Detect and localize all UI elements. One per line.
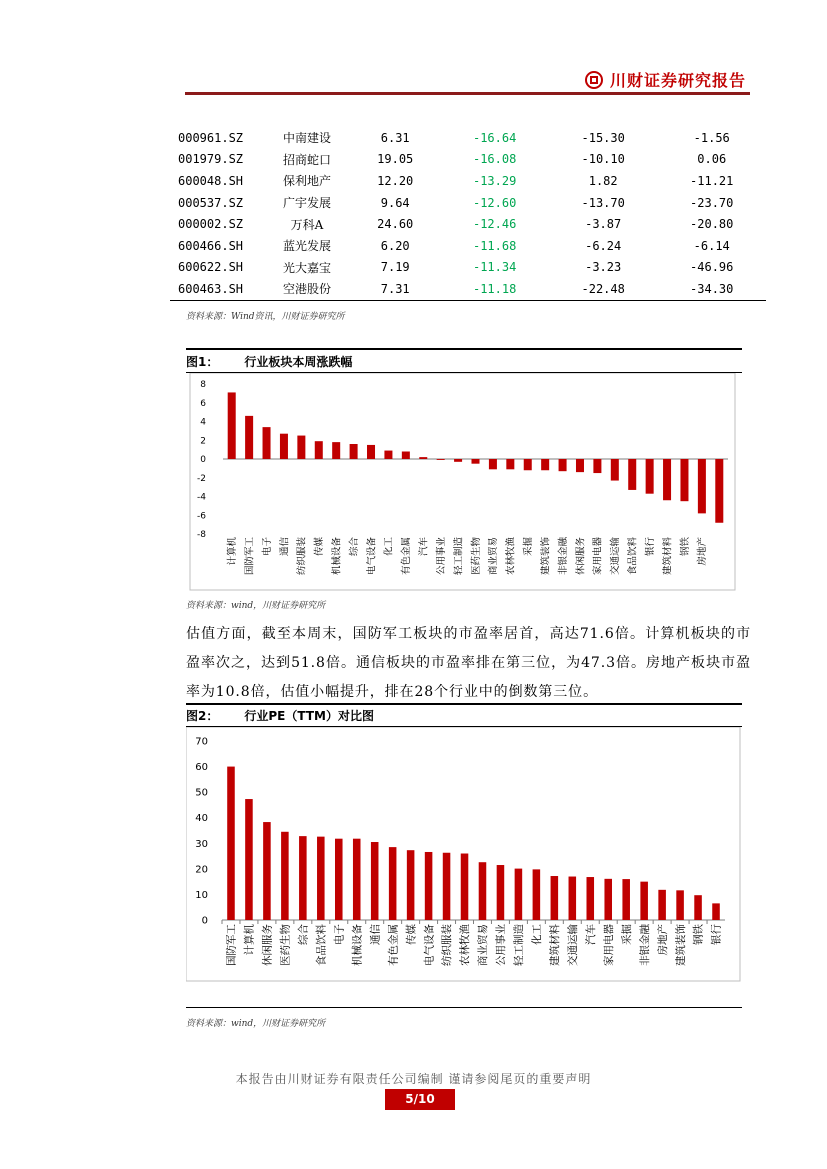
data-bar: [593, 459, 601, 473]
stock-name: 中南建设: [282, 131, 331, 146]
x-category-label: 电子: [333, 924, 346, 945]
data-bar: [353, 839, 361, 920]
data-bar: [425, 852, 433, 920]
figure1-top-rule: [186, 348, 742, 350]
table-bottom-rule: [170, 300, 766, 301]
x-category-label: 建筑材料: [549, 924, 562, 966]
month-change: -3.87: [585, 217, 622, 232]
data-bar: [586, 877, 594, 920]
y-tick-label: 0: [200, 455, 206, 466]
x-category-label: 国防军工: [244, 537, 256, 576]
x-category-label: 钢铁: [679, 537, 691, 557]
data-bar: [663, 459, 671, 500]
x-category-label: 交通运输: [610, 537, 622, 576]
x-category-label: 纺织服装: [441, 924, 454, 966]
y-tick-label: 6: [200, 398, 206, 409]
ytd-change: 0.06: [697, 152, 727, 167]
x-category-label: 汽车: [418, 537, 430, 557]
ytd-change: -6.14: [693, 238, 730, 253]
data-bar: [402, 452, 410, 460]
data-bar: [332, 442, 340, 459]
header-rule: [185, 92, 750, 95]
table-row: [170, 192, 766, 214]
y-tick-label: 20: [195, 864, 208, 876]
x-category-label: 医药生物: [279, 924, 292, 966]
data-bar: [611, 459, 619, 481]
data-bar: [297, 436, 305, 459]
x-category-label: 轻工制造: [453, 537, 465, 576]
x-category-label: 机械设备: [351, 924, 364, 966]
company-logo-icon: [585, 71, 603, 89]
ytd-change: -23.70: [690, 195, 734, 210]
stock-price: 12.20: [377, 173, 414, 188]
data-bar: [698, 459, 706, 513]
y-tick-label: -6: [197, 511, 206, 522]
table-row: [170, 170, 766, 192]
x-category-label: 交通运输: [566, 924, 579, 966]
data-bar: [454, 459, 462, 462]
stock-code: 600466.SH: [178, 238, 244, 253]
data-bar: [228, 392, 236, 459]
x-category-label: 公用事业: [435, 537, 447, 576]
valuation-paragraph: 估值方面，截至本周末，国防军工板块的市盈率居首，高达71.6倍。计算机板块的市盈率次之，达到51.8倍。通信板块的市盈率排在第三位，为47.3倍。房地产板块市盈率为10.8倍，估值小幅提升，排在28个行业中的倒数第三位。: [186, 626, 751, 700]
data-bar: [371, 842, 379, 920]
x-category-label: 传媒: [405, 924, 418, 945]
stock-table: [170, 127, 766, 300]
stock-name: 蓝光发展: [282, 239, 331, 254]
data-bar: [533, 869, 541, 920]
x-category-label: 医药生物: [470, 537, 482, 576]
stock-price: 24.60: [377, 217, 414, 232]
stock-price: 6.31: [380, 130, 410, 145]
month-change: -3.23: [585, 260, 622, 275]
stock-name: 万科A: [290, 217, 324, 232]
data-bar: [628, 459, 636, 490]
data-bar: [384, 451, 392, 459]
week-change: -11.68: [472, 238, 517, 253]
week-change: -11.18: [472, 281, 517, 296]
stock-price: 7.31: [380, 281, 410, 296]
data-bar: [227, 767, 235, 920]
week-change: -12.46: [472, 217, 517, 232]
x-category-label: 纺织服装: [296, 537, 308, 576]
stock-price: 6.20: [380, 238, 410, 253]
x-category-label: 综合: [297, 924, 310, 945]
data-bar: [506, 459, 514, 469]
data-bar: [350, 444, 358, 459]
data-bar: [407, 850, 415, 920]
x-category-label: 建筑材料: [662, 537, 674, 576]
stock-name: 空港股份: [282, 282, 331, 297]
x-category-label: 通信: [369, 924, 382, 945]
x-category-label: 传媒: [314, 537, 326, 557]
y-tick-label: -4: [197, 492, 206, 503]
data-bar: [646, 459, 654, 494]
y-tick-label: 2: [200, 436, 206, 447]
data-bar: [419, 457, 427, 459]
data-bar: [443, 853, 451, 920]
x-category-label: 钢铁: [692, 924, 705, 945]
stock-code: 600463.SH: [178, 281, 244, 296]
data-bar: [335, 839, 343, 920]
data-bar: [576, 459, 584, 472]
y-tick-label: 50: [195, 787, 208, 799]
x-category-label: 房地产: [656, 924, 669, 956]
x-category-label: 家用电器: [602, 924, 615, 966]
data-bar: [315, 441, 323, 459]
stock-code: 600048.SH: [178, 173, 244, 188]
y-tick-label: -2: [197, 473, 206, 484]
y-tick-label: 60: [195, 762, 208, 774]
x-category-label: 休闲服务: [575, 537, 587, 576]
x-category-label: 休闲服务: [261, 924, 274, 966]
table-row: [170, 235, 766, 257]
data-bar: [559, 459, 567, 471]
stock-price: 7.19: [380, 260, 410, 275]
x-category-label: 建筑装饰: [674, 924, 687, 966]
week-change: -13.29: [472, 173, 517, 188]
stock-price: 9.64: [380, 195, 410, 210]
x-category-label: 农林牧渔: [505, 537, 517, 576]
x-category-label: 食品饮料: [315, 924, 328, 966]
data-bar: [245, 416, 253, 459]
month-change: -13.70: [581, 195, 625, 210]
figure2-caption: [186, 707, 374, 724]
table-row: [170, 127, 766, 149]
x-category-label: 有色金属: [387, 924, 400, 966]
x-category-label: 有色金属: [401, 537, 413, 576]
week-change: -12.60: [472, 195, 517, 210]
x-category-label: 建筑装饰: [540, 537, 552, 576]
data-bar: [263, 822, 271, 920]
ytd-change: -11.21: [690, 173, 734, 188]
ytd-change: -46.96: [690, 260, 734, 275]
figure1-chart: [186, 373, 742, 595]
month-change: -22.48: [581, 281, 625, 296]
data-bar: [489, 459, 497, 469]
x-category-label: 通信: [279, 537, 291, 557]
x-category-label: 商业贸易: [477, 924, 490, 966]
figure2-top-rule: [186, 703, 742, 705]
table-row: [170, 213, 766, 235]
data-bar: [299, 836, 307, 920]
stock-code: 000002.SZ: [178, 217, 244, 232]
month-change: 1.82: [588, 173, 618, 188]
data-bar: [280, 434, 288, 459]
stock-code: 600622.SH: [178, 260, 244, 275]
stock-name: 保利地产: [282, 174, 331, 189]
x-category-label: 综合: [348, 537, 360, 557]
data-bar: [317, 837, 325, 920]
data-bar: [497, 865, 505, 920]
y-tick-label: 70: [195, 736, 208, 748]
data-bar: [471, 459, 479, 464]
figure2-chart: [186, 727, 742, 1007]
figure2-title: 行业PE（TTM）对比图: [244, 709, 374, 723]
x-category-label: 采掘: [620, 924, 633, 945]
data-bar: [658, 890, 666, 920]
stock-code: 001979.SZ: [178, 152, 244, 167]
data-bar: [281, 832, 289, 920]
month-change: -10.10: [581, 152, 625, 167]
week-change: -16.08: [472, 152, 517, 167]
data-bar: [640, 882, 648, 920]
data-bar: [524, 459, 532, 470]
data-bar: [715, 459, 723, 523]
data-bar: [569, 877, 577, 920]
data-bar: [245, 799, 253, 920]
data-bar: [541, 459, 549, 470]
ytd-change: -20.80: [690, 217, 734, 232]
y-tick-label: 4: [200, 417, 206, 428]
data-bar: [712, 903, 720, 920]
data-bar: [680, 459, 688, 501]
week-change: -11.34: [472, 260, 517, 275]
x-category-label: 商业贸易: [488, 537, 500, 576]
data-bar: [479, 862, 487, 920]
table-row: [170, 278, 766, 300]
data-bar: [389, 847, 397, 920]
y-tick-label: 10: [195, 889, 208, 901]
y-tick-label: 8: [200, 380, 206, 391]
data-bar: [604, 879, 612, 920]
x-category-label: 化工: [531, 924, 544, 945]
x-category-label: 家用电器: [592, 537, 604, 576]
table-source-note: 资料来源：Wind资讯，川财证券研究所: [186, 312, 345, 322]
figure1-caption: [186, 353, 352, 370]
ytd-change: -1.56: [693, 130, 730, 145]
x-category-label: 化工: [383, 537, 395, 557]
data-bar: [437, 459, 445, 460]
figure1-title: 行业板块本周涨跌幅: [244, 355, 353, 369]
x-category-label: 电子: [261, 537, 273, 557]
figure1-label: 图1：: [186, 355, 219, 369]
stock-name: 光大嘉宝: [282, 260, 331, 275]
table-row: [170, 257, 766, 279]
data-bar: [694, 895, 702, 920]
data-bar: [461, 854, 469, 920]
month-change: -15.30: [581, 130, 625, 145]
figure1-source-note: 资料来源：wind，川财证券研究所: [186, 601, 326, 611]
x-category-label: 国防军工: [225, 924, 238, 966]
data-bar: [622, 879, 630, 920]
x-category-label: 汽车: [584, 924, 597, 945]
stock-price: 19.05: [377, 152, 414, 167]
data-bar: [676, 890, 684, 920]
stock-name: 广宇发展: [282, 196, 331, 211]
x-category-label: 采掘: [523, 537, 535, 557]
stock-code: 000537.SZ: [178, 195, 244, 210]
x-category-label: 非银金融: [557, 537, 569, 576]
y-tick-label: -8: [197, 530, 206, 541]
figure2-bottom-rule: [186, 1007, 742, 1008]
page-number: 5/10: [385, 1089, 455, 1110]
figure2-label: 图2：: [186, 709, 219, 723]
y-tick-label: 30: [195, 838, 208, 850]
table-row: [170, 149, 766, 171]
x-category-label: 轻工制造: [513, 924, 526, 966]
stock-name: 招商蛇口: [282, 152, 331, 167]
y-tick-label: 40: [195, 813, 208, 825]
footer-disclaimer: 本报告由川财证券有限责任公司编制 谨请参阅尾页的重要声明: [235, 1072, 592, 1086]
y-tick-label: 0: [201, 915, 208, 927]
report-header-title: 川财证券研究报告: [610, 71, 747, 90]
data-bar: [367, 445, 375, 459]
x-category-label: 电气设备: [366, 537, 378, 576]
figure2-source-note: 资料来源：wind，川财证券研究所: [186, 1019, 326, 1029]
x-category-label: 房地产: [697, 537, 709, 566]
stock-code: 000961.SZ: [178, 130, 244, 145]
x-category-label: 计算机: [243, 924, 256, 956]
report-header: [585, 68, 746, 91]
x-category-label: 农林牧渔: [459, 924, 472, 966]
x-category-label: 计算机: [227, 537, 239, 566]
week-change: -16.64: [472, 130, 517, 145]
data-bar: [515, 869, 523, 920]
ytd-change: -34.30: [690, 281, 734, 296]
x-category-label: 食品饮料: [627, 537, 639, 576]
x-category-label: 银行: [644, 537, 656, 557]
x-category-label: 电气设备: [423, 924, 436, 966]
data-bar: [263, 427, 271, 459]
x-category-label: 公用事业: [495, 924, 508, 966]
x-category-label: 非银金融: [638, 924, 651, 966]
x-category-label: 银行: [710, 924, 723, 945]
x-category-label: 机械设备: [331, 537, 343, 576]
data-bar: [551, 876, 559, 920]
month-change: -6.24: [585, 238, 622, 253]
